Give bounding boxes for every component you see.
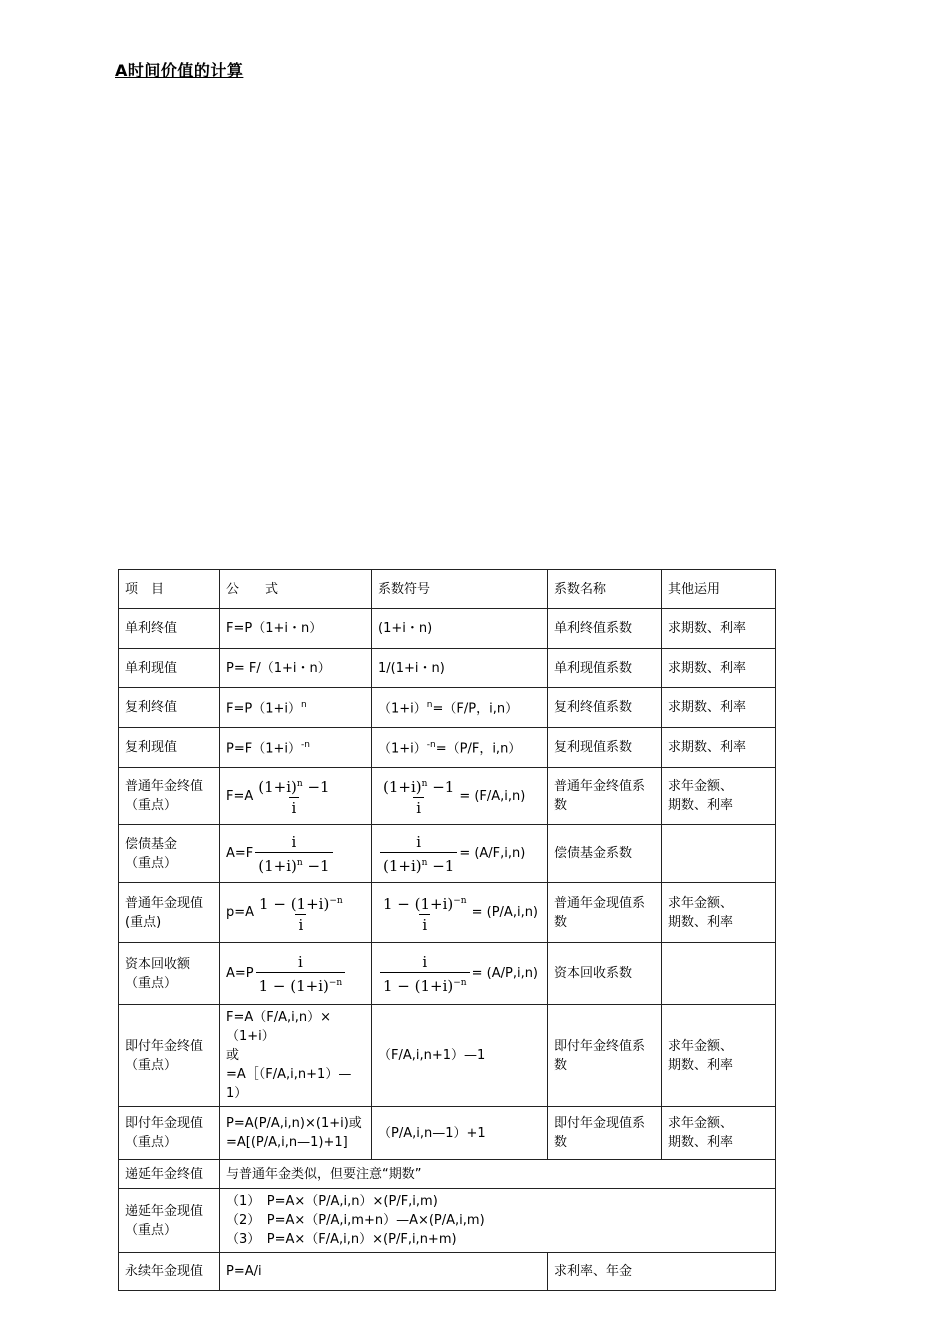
denominator-base: (1+i) [258, 856, 297, 875]
numerator-base: (1+i) [383, 778, 422, 796]
formula-line: 或 [226, 1048, 240, 1063]
symbol-tail: = (A/P,i,n) [471, 966, 539, 981]
formula-exponent: n [301, 700, 307, 711]
formula-line: =A［（F/A,i,n+1）—1） [226, 1067, 352, 1101]
formula-base: P=F（1+i） [226, 741, 301, 757]
cell-item [119, 825, 220, 883]
cell-formula [220, 1189, 776, 1253]
table-row [119, 1005, 776, 1107]
cell-use: 求期数、利率 [662, 609, 776, 649]
cell-name: 单利现值系数 [548, 649, 662, 688]
fraction-numerator: i [422, 952, 428, 971]
fraction-denominator [380, 852, 457, 876]
cell-symbol [372, 943, 548, 1005]
fraction-denominator: i [295, 914, 306, 935]
header-item: 项 目 [119, 570, 220, 609]
formula-base: F=P（1+i） [226, 701, 301, 717]
cell-use: 求期数、利率 [662, 649, 776, 688]
denominator-tail: −1 [302, 856, 330, 875]
cell-use [662, 825, 776, 883]
item-label: 递延年金现值 [125, 1203, 204, 1219]
cell-item: 复利终值 [119, 688, 220, 728]
cell-formula [220, 768, 372, 825]
cell-use: 求利率、年金 [548, 1253, 776, 1291]
item-note: （重点） [125, 1135, 178, 1150]
table-row [119, 825, 776, 883]
use-line: 期数、利率 [668, 1057, 734, 1073]
table-header-row [119, 570, 776, 609]
fraction-denominator: i [289, 797, 300, 818]
cell-use [662, 943, 776, 1005]
symbol-exponent: n [426, 700, 433, 711]
use-line: 求年金额、 [668, 1116, 734, 1131]
symbol-exponent: -n [426, 740, 436, 751]
symbol-fraction [380, 774, 457, 818]
fraction-numerator [380, 891, 470, 914]
formula-line: （3） P=A×（F/A,i,n）×(P/F,i,n+m) [226, 1232, 457, 1247]
numerator-exponent: −n [453, 895, 467, 906]
fraction-numerator [255, 774, 332, 797]
table-row [119, 1189, 776, 1253]
formula-prefix: p=A [226, 905, 255, 920]
item-label: 即付年金终值 [125, 1038, 204, 1054]
cell-use: 求期数、利率 [662, 728, 776, 768]
formula-prefix: F=A [226, 788, 254, 804]
header-use: 其他运用 [662, 570, 776, 609]
cell-name: 普通年金终值系数 [548, 768, 662, 825]
symbol-tail: = (F/A,i,n) [459, 788, 526, 804]
symbol-base: （1+i） [378, 741, 427, 757]
use-line: 期数、利率 [668, 798, 734, 813]
numerator-tail: −1 [302, 778, 330, 796]
item-note: （重点） [125, 1222, 178, 1238]
item-label: 资本回收额 [125, 956, 191, 972]
cell-use: 求期数、利率 [662, 688, 776, 728]
cell-formula [220, 728, 372, 768]
use-line: 求年金额、 [668, 895, 734, 911]
denominator-exponent: −n [453, 977, 467, 988]
formula-line: （1） P=A×（P/A,i,n）×(P/F,i,m) [226, 1194, 438, 1209]
symbol-base: （1+i） [378, 701, 427, 717]
table-row [119, 768, 776, 825]
fraction-numerator: i [298, 952, 303, 971]
cell-formula [220, 883, 372, 943]
table-row [119, 1160, 776, 1189]
cell-formula: P= F/（1+i・n） [220, 649, 372, 688]
numerator-exponent: n [296, 779, 303, 789]
formula-table [118, 569, 776, 1291]
cell-item: 永续年金现值 [119, 1253, 220, 1291]
fraction-numerator [380, 774, 457, 797]
fraction-numerator: i [416, 832, 422, 851]
cell-use [662, 1107, 776, 1160]
item-note: （重点） [125, 1057, 178, 1073]
denominator-base: 1 − (1+i) [383, 976, 454, 995]
cell-name: 复利终值系数 [548, 688, 662, 728]
formula-fraction [255, 832, 332, 876]
denominator-base: (1+i) [383, 856, 422, 875]
item-label: 即付年金现值 [125, 1116, 204, 1131]
symbol-tail: = (A/F,i,n) [459, 846, 526, 861]
header-name: 系数名称 [548, 570, 662, 609]
cell-item [119, 883, 220, 943]
fraction-denominator: i [413, 797, 424, 818]
cell-formula: P=A/i [220, 1253, 548, 1291]
formula-line: =A[(P/A,i,n—1)+1] [226, 1135, 348, 1150]
symbol-tail: =（P/F，i,n） [435, 741, 522, 757]
symbol-tail: =（F/P，i,n） [432, 701, 519, 717]
cell-name: 即付年金现值系数 [548, 1107, 662, 1160]
cell-symbol [372, 768, 548, 825]
fraction-numerator: i [291, 832, 297, 851]
cell-symbol: （P/A,i,n—1）+1 [372, 1107, 548, 1160]
denominator-exponent: n [296, 857, 303, 868]
denominator-exponent: n [421, 857, 428, 868]
item-label: 普通年金终值 [125, 779, 204, 794]
cell-use [662, 768, 776, 825]
cell-item: 复利现值 [119, 728, 220, 768]
numerator-base: (1+i) [258, 778, 297, 796]
table-row [119, 943, 776, 1005]
use-line: 求年金额、 [668, 779, 734, 794]
table-row [119, 649, 776, 688]
cell-item: 单利终值 [119, 609, 220, 649]
cell-note: 与普通年金类似，但要注意“期数” [220, 1160, 776, 1189]
symbol-fraction [380, 891, 470, 935]
cell-item [119, 1005, 220, 1107]
cell-name: 资本回收系数 [548, 943, 662, 1005]
formula-exponent: -n [301, 740, 310, 751]
numerator-exponent: n [421, 779, 428, 789]
cell-symbol: （F/A,i,n+1）—1 [372, 1005, 548, 1107]
item-label: 偿债基金 [125, 836, 178, 852]
item-label: 普通年金现值 [125, 895, 204, 911]
fraction-denominator: i [419, 914, 430, 935]
cell-symbol: 1/(1+i・n) [372, 649, 548, 688]
cell-name: 偿债基金系数 [548, 825, 662, 883]
table-row [119, 1107, 776, 1160]
use-line: 求年金额、 [668, 1038, 734, 1054]
cell-item [119, 768, 220, 825]
table-row [119, 688, 776, 728]
use-line: 期数、利率 [668, 1135, 734, 1150]
table-row [119, 728, 776, 768]
cell-formula [220, 688, 372, 728]
cell-item [119, 943, 220, 1005]
item-note: （重点） [125, 798, 178, 813]
fraction-denominator [380, 972, 470, 996]
item-note: （重点） [125, 975, 178, 991]
numerator-base: 1 − (1+i) [383, 894, 454, 913]
cell-formula [220, 1107, 372, 1160]
item-note: （重点） [125, 855, 178, 871]
formula-prefix: A=F [226, 846, 254, 861]
cell-symbol [372, 825, 548, 883]
cell-formula [220, 825, 372, 883]
symbol-fraction [380, 952, 470, 996]
cell-name: 单利终值系数 [548, 609, 662, 649]
table-row [119, 1253, 776, 1291]
cell-symbol [372, 728, 548, 768]
cell-formula [220, 943, 372, 1005]
cell-item [119, 1107, 220, 1160]
numerator-base: 1 − (1+i) [259, 894, 330, 913]
cell-symbol: (1+i・n) [372, 609, 548, 649]
formula-fraction [255, 774, 332, 818]
cell-use [662, 883, 776, 943]
item-note: (重点) [125, 914, 162, 930]
formula-line: （2） P=A×（P/A,i,m+n）—A×(P/A,i,m) [226, 1213, 485, 1228]
numerator-tail: −1 [427, 778, 455, 796]
denominator-exponent: −n [328, 977, 343, 988]
formula-fraction [256, 891, 346, 935]
cell-formula [220, 1005, 372, 1107]
formula-fraction [256, 952, 346, 996]
symbol-tail: = (P/A,i,n) [471, 905, 539, 920]
page-title: A时间价值的计算 [115, 61, 244, 80]
table-row [119, 609, 776, 649]
cell-symbol [372, 688, 548, 728]
formula-prefix: A=P [226, 966, 254, 981]
use-line: 期数、利率 [668, 914, 734, 930]
symbol-fraction [380, 832, 457, 876]
denominator-tail: −1 [427, 856, 455, 875]
cell-formula: F=P（1+i・n） [220, 609, 372, 649]
fraction-numerator [256, 891, 346, 914]
cell-name: 复利现值系数 [548, 728, 662, 768]
numerator-exponent: −n [329, 895, 343, 906]
cell-use [662, 1005, 776, 1107]
cell-item: 递延年金终值 [119, 1160, 220, 1189]
formula-line: P=A(P/A,i,n)×(1+i)或 [226, 1116, 362, 1131]
cell-item: 单利现值 [119, 649, 220, 688]
denominator-base: 1 − (1+i) [258, 976, 329, 995]
cell-name: 普通年金现值系数 [548, 883, 662, 943]
table-row [119, 883, 776, 943]
fraction-denominator [255, 852, 332, 876]
fraction-denominator [256, 972, 346, 996]
cell-item [119, 1189, 220, 1253]
header-symbol: 系数符号 [372, 570, 548, 609]
cell-name: 即付年金终值系数 [548, 1005, 662, 1107]
cell-symbol [372, 883, 548, 943]
formula-line: F=A（F/A,i,n）×（1+i） [226, 1010, 332, 1044]
header-formula: 公 式 [220, 570, 372, 609]
